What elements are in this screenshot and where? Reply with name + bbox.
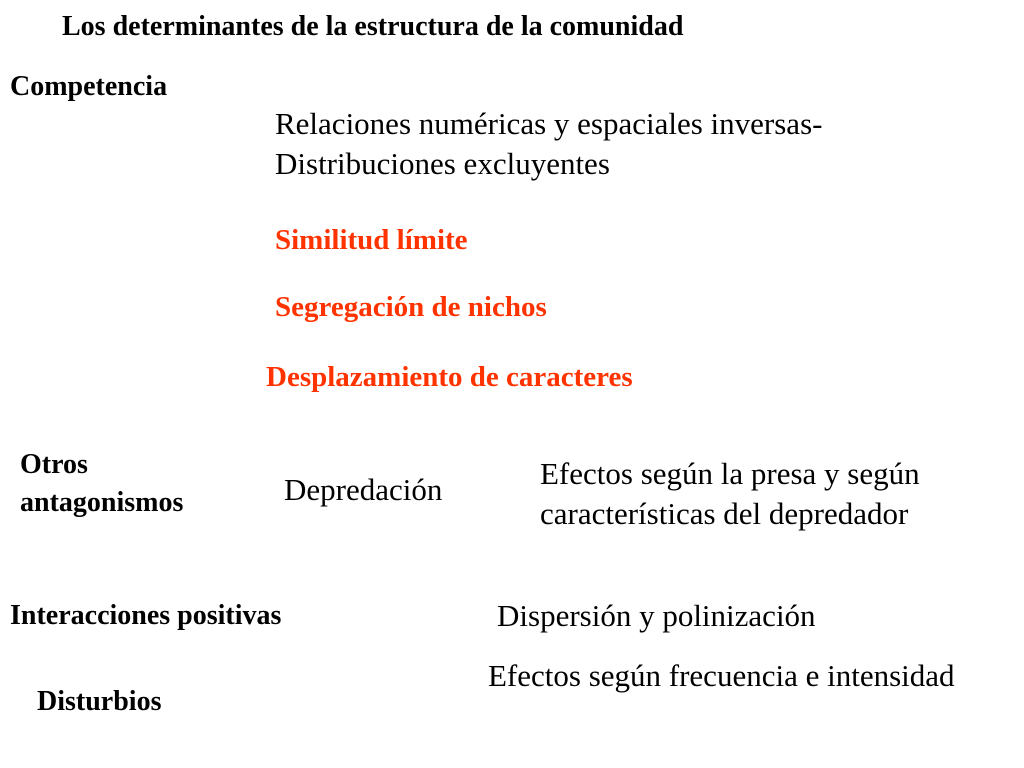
depredacion-text: Depredación xyxy=(284,472,443,507)
relaciones-text-line2: Distribuciones excluyentes xyxy=(275,146,610,181)
competencia-heading: Competencia xyxy=(10,71,168,102)
disturbios-heading: Disturbios xyxy=(37,686,162,717)
similitud-limite-text: Similitud límite xyxy=(275,224,468,256)
efectos-frecuencia-text: Efectos según frecuencia e intensidad xyxy=(488,658,955,693)
otros-antagonismos-heading-line1: Otros xyxy=(20,449,88,480)
desplazamiento-caracteres-text: Desplazamiento de caracteres xyxy=(266,361,633,393)
efectos-presa-text-line2: características del depredador xyxy=(540,496,909,531)
efectos-presa-text-line1: Efectos según la presa y según xyxy=(540,456,920,491)
relaciones-text-line1: Relaciones numéricas y espaciales inversas- xyxy=(275,106,823,141)
dispersion-polinizacion-text: Dispersión y polinización xyxy=(497,598,816,633)
slide-title: Los determinantes de la estructura de la comunidad xyxy=(62,11,684,42)
segregacion-nichos-text: Segregación de nichos xyxy=(275,291,547,323)
interacciones-positivas-heading: Interacciones positivas xyxy=(10,600,282,631)
otros-antagonismos-heading-line2: antagonismos xyxy=(20,487,184,518)
